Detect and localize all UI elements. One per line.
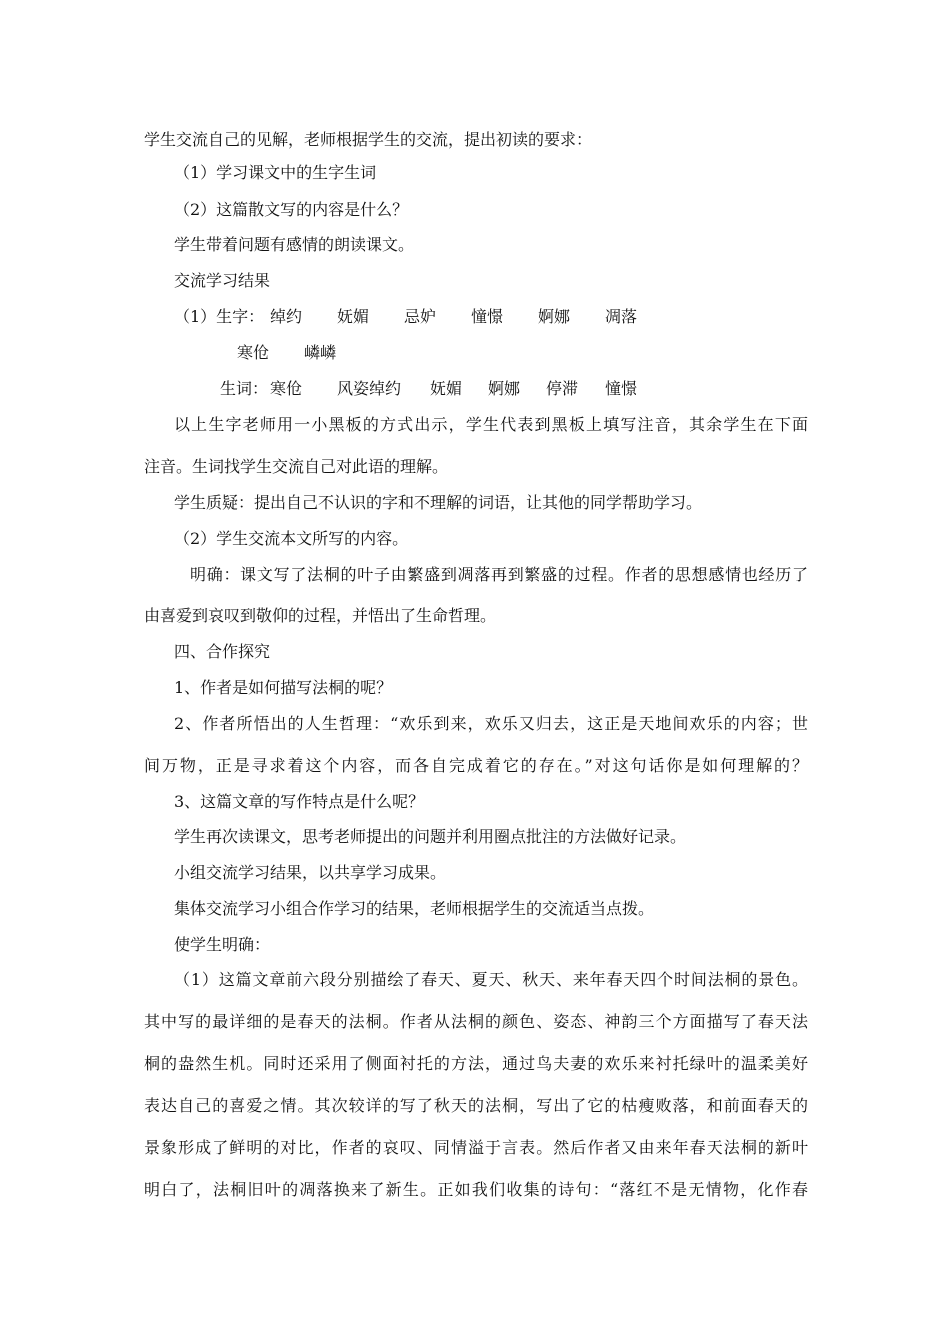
shengci-word: 风姿绰约	[337, 379, 402, 398]
shengzi-word: 嶙嶙	[304, 343, 337, 362]
shengzi-label: （1）生字：	[174, 307, 265, 326]
paragraph-line: 学生质疑：提出自己不认识的字和不理解的词语，让其他的同学帮助学习。	[174, 493, 703, 512]
paragraph-line: 交流学习结果	[174, 271, 271, 290]
paragraph-line: 2、作者所悟出的人生哲理：“欢乐到来，欢乐又归去，这正是天地间欢乐的内容；世	[174, 714, 808, 733]
shengzi-word: 憧憬	[471, 307, 504, 326]
paragraph-line: 注音。生词找学生交流自己对此语的理解。	[144, 457, 449, 476]
paragraph-line: 以上生字老师用一小黑板的方式出示，学生代表到黑板上填写注音，其余学生在下面	[174, 415, 808, 434]
paragraph-line: 由喜爱到哀叹到敬仰的过程，并悟出了生命哲理。	[144, 606, 497, 625]
paragraph-line: 使学生明确：	[174, 935, 271, 954]
section-heading: 四、合作探究	[174, 642, 271, 661]
paragraph-line: 小组交流学习结果，以共享学习成果。	[174, 863, 447, 882]
paragraph-line: 学生再次读课文，思考老师提出的问题并利用圈点批注的方法做好记录。	[174, 827, 687, 846]
paragraph-line: 1、作者是如何描写法桐的呢？	[174, 678, 393, 697]
paragraph-line: （2）学生交流本文所写的内容。	[174, 529, 409, 548]
shengci-word: 妩媚	[430, 379, 463, 398]
paragraph-line: （1）学习课文中的生字生词	[174, 163, 377, 182]
shengci-word: 寒伧	[270, 379, 303, 398]
paragraph-line: （1）这篇文章前六段分别描绘了春天、夏天、秋天、来年春天四个时间法桐的景色。	[174, 970, 808, 989]
paragraph-line: 其中写的最详细的是春天的法桐。作者从法桐的颜色、姿态、神韵三个方面描写了春天法	[144, 1012, 808, 1031]
paragraph-line: 学生带着问题有感情的朗读课文。	[174, 235, 415, 254]
paragraph-line: 景象形成了鲜明的对比，作者的哀叹、同情溢于言表。然后作者又由来年春天法桐的新叶	[144, 1138, 808, 1157]
paragraph-line: 明白了，法桐旧叶的凋落换来了新生。正如我们收集的诗句：“落红不是无情物，化作春	[144, 1180, 808, 1199]
paragraph-line: 桐的盎然生机。同时还采用了侧面衬托的方法，通过鸟夫妻的欢乐来衬托绿叶的温柔美好	[144, 1054, 808, 1073]
shengci-word: 憧憬	[605, 379, 638, 398]
shengzi-word: 寒伧	[237, 343, 270, 362]
shengci-label: 生词：	[220, 379, 269, 398]
shengzi-word: 妩媚	[337, 307, 370, 326]
paragraph-line: 学生交流自己的见解，老师根据学生的交流，提出初读的要求：	[144, 130, 593, 149]
paragraph-line: 3、这篇文章的写作特点是什么呢？	[174, 792, 425, 811]
paragraph-line: 明确：课文写了法桐的叶子由繁盛到凋落再到繁盛的过程。作者的思想感情也经历了	[190, 565, 808, 584]
shengzi-word: 绰约	[270, 307, 303, 326]
paragraph-line: 间万物，正是寻求着这个内容，而各自完成着它的存在。”对这句话你是如何理解的？	[144, 756, 808, 775]
paragraph-line: （2）这篇散文写的内容是什么？	[174, 200, 409, 219]
shengci-word: 婀娜	[488, 379, 521, 398]
paragraph-line: 集体交流学习小组合作学习的结果，老师根据学生的交流适当点拨。	[174, 899, 655, 918]
shengzi-word: 凋落	[605, 307, 638, 326]
shengzi-word: 忌妒	[404, 307, 437, 326]
shengzi-word: 婀娜	[538, 307, 571, 326]
shengci-word: 停滞	[546, 379, 579, 398]
paragraph-line: 表达自己的喜爱之情。其次较详的写了秋天的法桐，写出了它的枯瘦败落，和前面春天的	[144, 1096, 808, 1115]
